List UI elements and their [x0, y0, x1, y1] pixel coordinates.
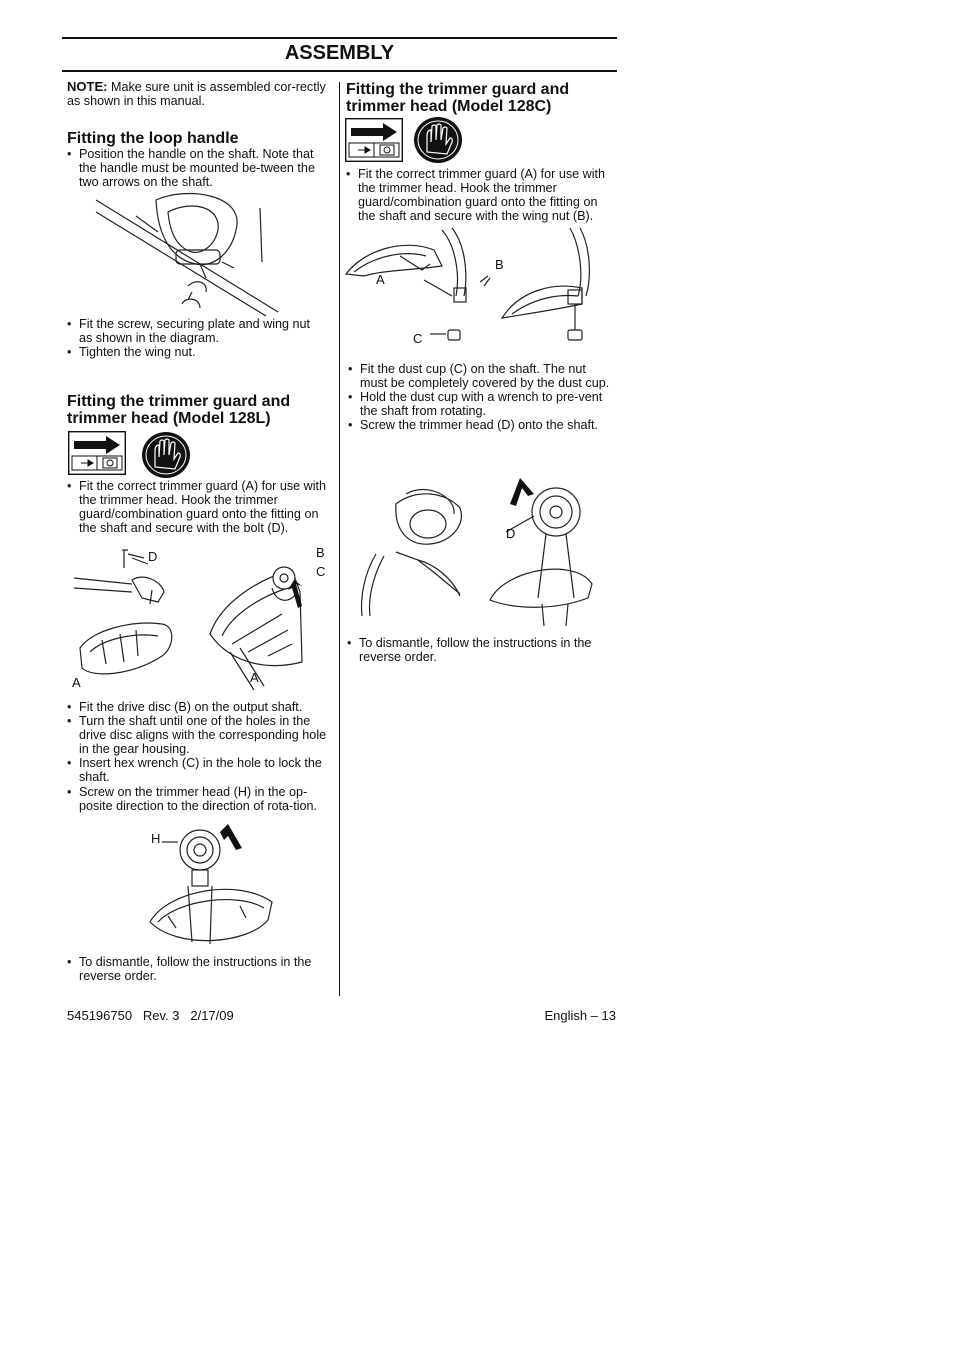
list-item: • Screw the trimmer head (D) onto the shaft. — [348, 418, 610, 432]
loop-handle-bullets-b — [67, 317, 317, 359]
list-item: • Insert hex wrench (C) in the hole to lock the shaft. — [67, 756, 331, 784]
figure-label-a: A — [376, 272, 385, 287]
footer-doc-info: 545196750 Rev. 3 2/17/09 — [67, 1008, 234, 1023]
list-item: • Hold the dust cup with a wrench to pre-vent the shaft from rotating. — [348, 390, 610, 418]
trimmer-guard-128l-illustration — [72, 544, 334, 690]
list-item: • To dismantle, follow the instructions in the reverse order. — [347, 636, 597, 664]
list-item: • Position the handle on the shaft. Note that the handle must be mounted be-tween the two arrows on the shaft. — [67, 147, 317, 189]
list-item: • To dismantle, follow the instructions in the reverse order. — [67, 955, 317, 983]
model-128c-bullets-a — [346, 167, 608, 223]
list-item: • Fit the screw, securing plate and wing nut as shown in the diagram. — [67, 317, 317, 345]
list-item: • Screw on the trimmer head (H) in the op-posite direction to the direction of rota-tion. — [67, 785, 331, 813]
heading-line: trimmer head (Model 128L) — [67, 410, 271, 427]
model-128c-bullets-c — [347, 636, 597, 664]
gloves-icon — [141, 431, 191, 479]
model-128l-bullets-b — [67, 700, 331, 813]
page-title: ASSEMBLY — [284, 42, 395, 64]
footer-page-number: English – 13 — [544, 1008, 616, 1023]
loop-handle-heading: Fitting the loop handle — [67, 130, 239, 147]
column-divider — [339, 82, 340, 996]
note-text: Make sure unit is assembled cor-rectly as shown in this manual. — [67, 80, 326, 109]
trimmer-head-128c-illustration — [356, 474, 594, 634]
figure-label-b: B — [316, 545, 325, 560]
figure-label-a-left: A — [72, 675, 81, 690]
header-top-rule — [62, 37, 617, 39]
model-128l-bullets-c — [67, 955, 317, 983]
figure-label-d: D — [148, 549, 158, 564]
list-item: • Fit the drive disc (B) on the output shaft. — [67, 700, 331, 714]
gloves-icon — [413, 116, 463, 164]
heading-line: Fitting the trimmer guard and — [346, 81, 570, 98]
model-128l-bullets-a — [67, 479, 329, 535]
figure-label-b: B — [495, 257, 504, 272]
header-bottom-rule — [62, 70, 617, 72]
trimmer-head-128l-illustration — [148, 820, 278, 948]
figure-label-d: D — [506, 526, 516, 541]
list-item: • Tighten the wing nut. — [67, 345, 317, 359]
model-128l-heading — [67, 393, 290, 427]
loop-handle-bullets-a — [67, 147, 317, 189]
figure-label-c: C — [316, 564, 326, 579]
heading-line: trimmer head (Model 128C) — [346, 98, 552, 115]
book-arrow-icon — [345, 118, 403, 162]
note-paragraph — [67, 80, 329, 108]
list-item: • Turn the shaft until one of the holes in the drive disc aligns with the corresponding hole in the gear housing. — [67, 714, 331, 756]
model-128c-heading — [346, 81, 569, 115]
loop-handle-illustration — [96, 192, 282, 316]
list-item: • Fit the correct trimmer guard (A) for use with the trimmer head. Hook the trimmer guard/combination guard onto the fitting on the shaft and secure with the wing nut (B). — [346, 167, 608, 223]
figure-label-c: C — [413, 331, 423, 346]
model-128c-bullets-b — [348, 362, 610, 432]
heading-line: Fitting the trimmer guard and — [67, 393, 291, 410]
note-label: NOTE: — [67, 79, 108, 94]
figure-label-h: H — [151, 831, 161, 846]
book-arrow-icon — [68, 431, 126, 475]
list-item: • Fit the dust cup (C) on the shaft. The nut must be completely covered by the dust cup. — [348, 362, 610, 390]
list-item: • Fit the correct trimmer guard (A) for use with the trimmer head. Hook the trimmer guard/combination guard onto the fitting on the shaft and secure with the bolt (D). — [67, 479, 329, 535]
figure-label-a-right: A — [250, 670, 259, 685]
